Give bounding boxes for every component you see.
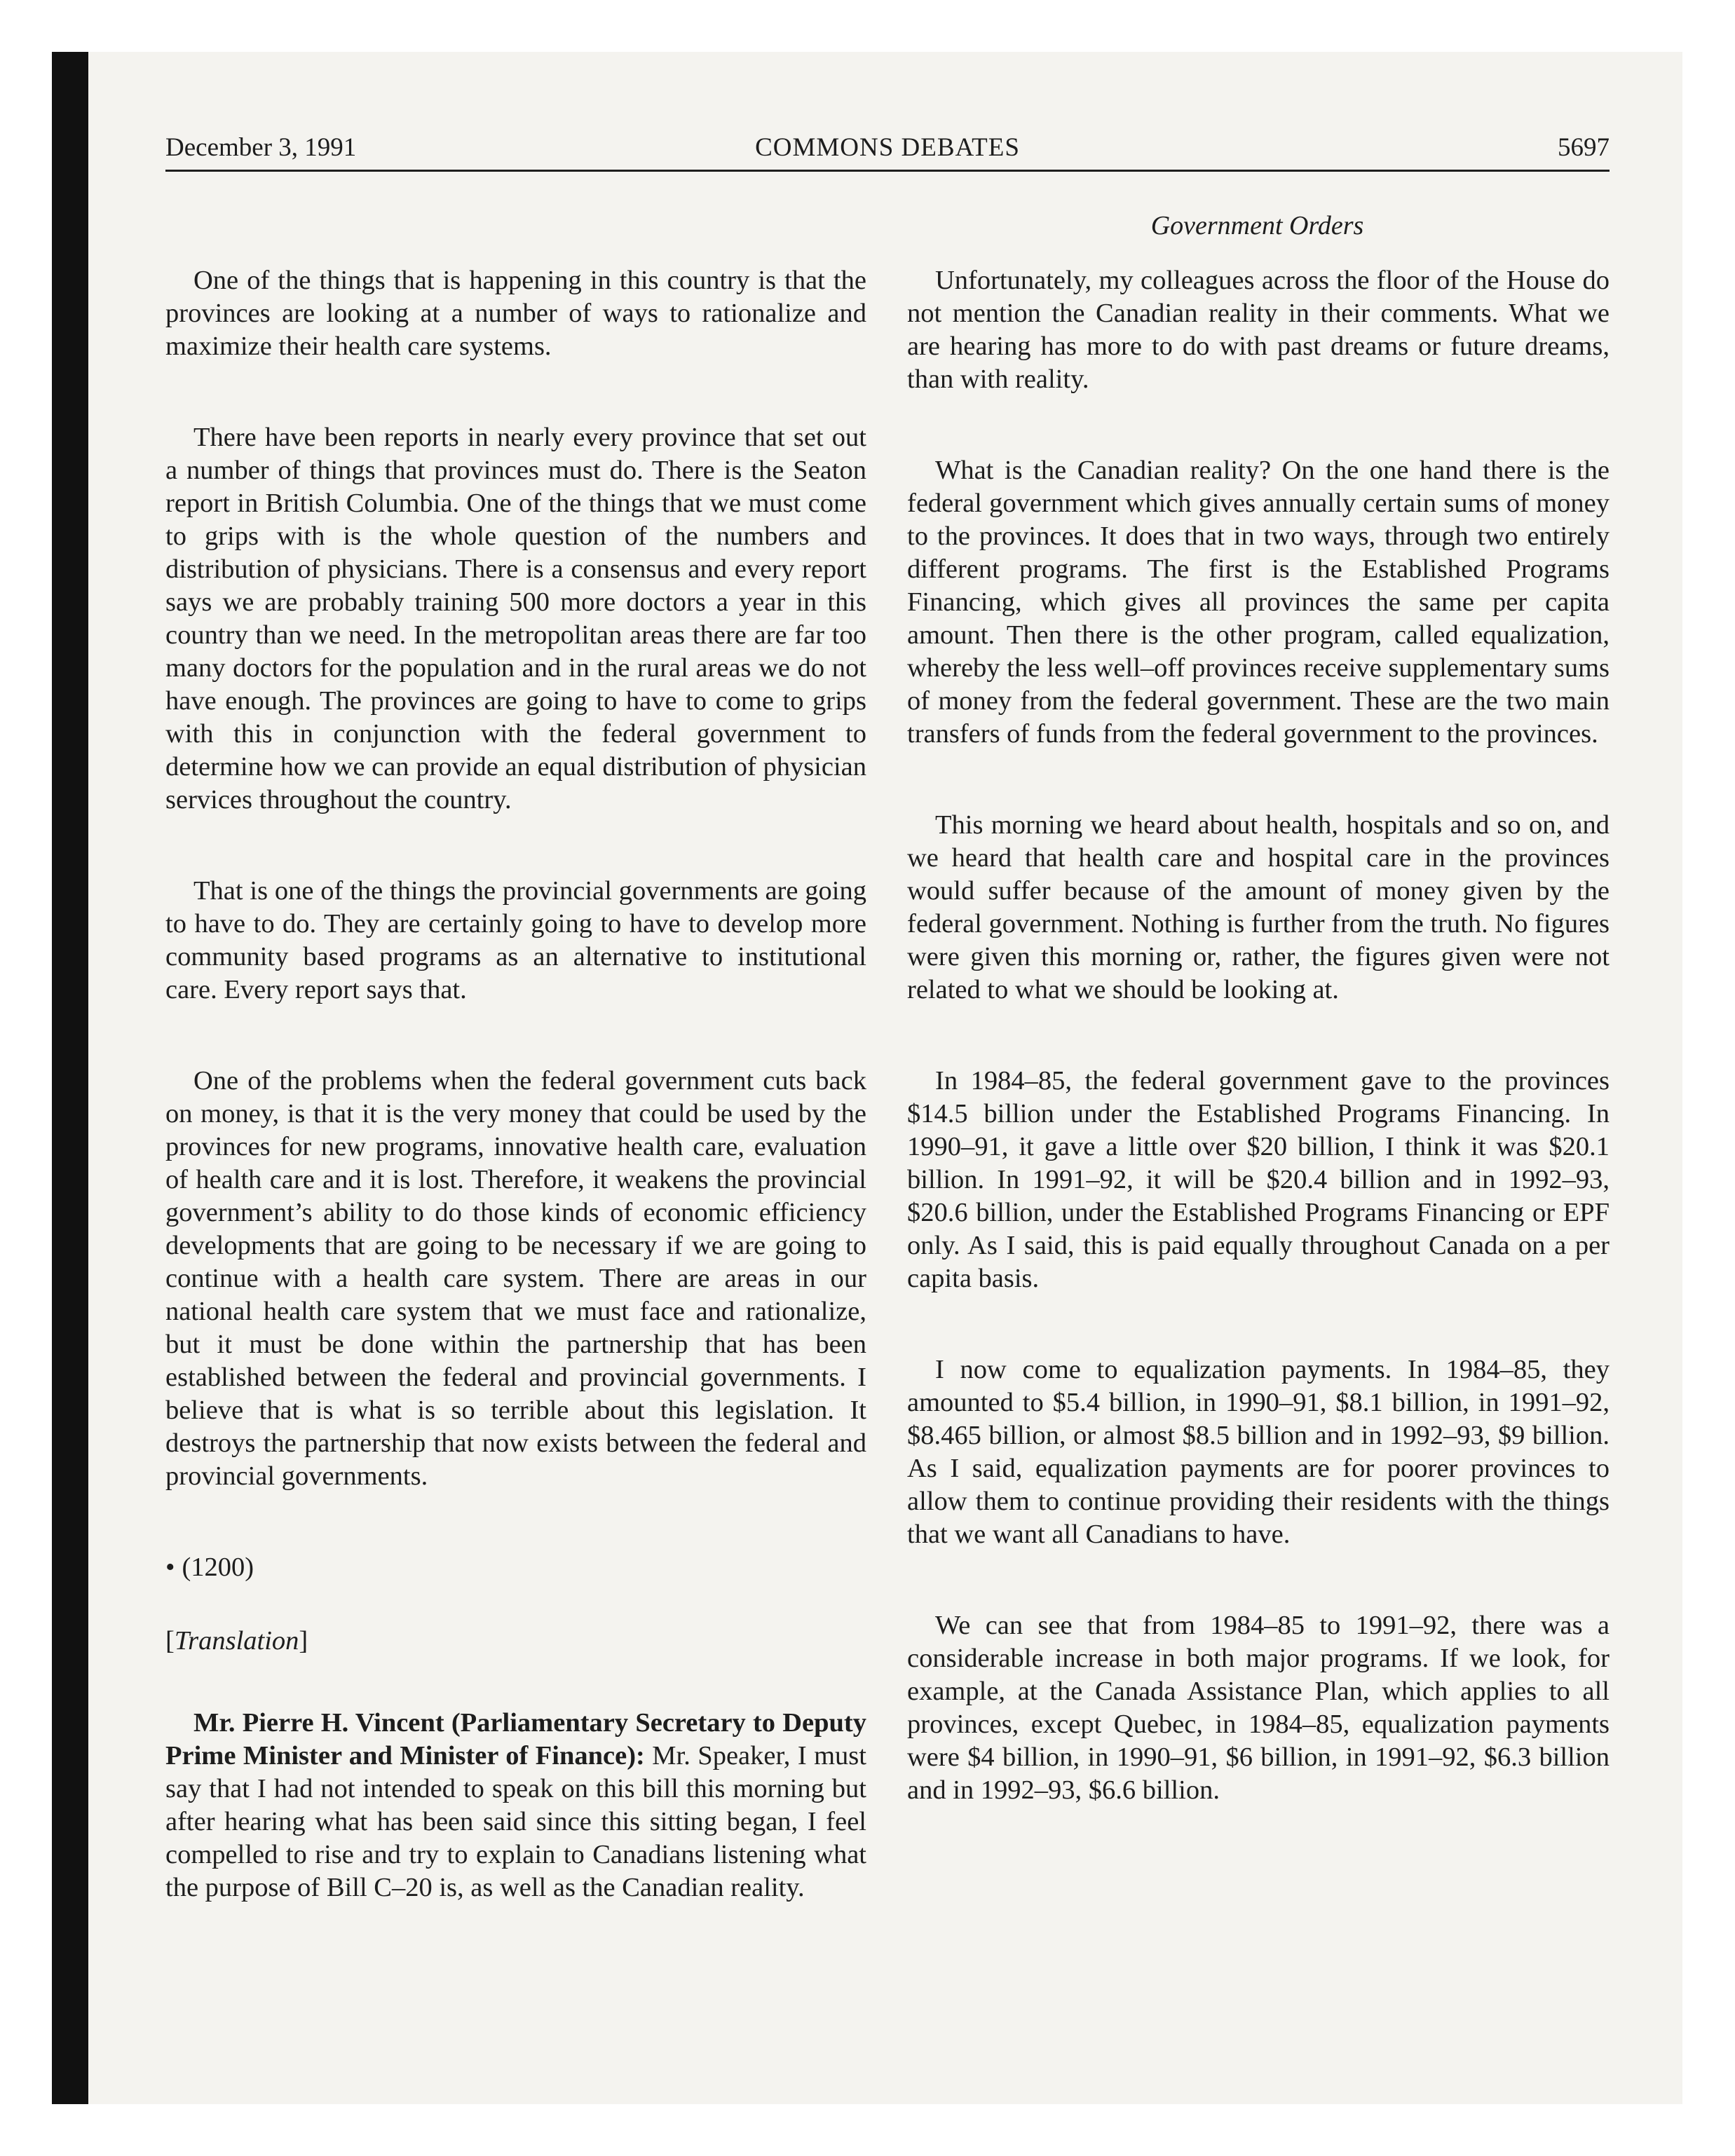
section-title: Government Orders: [1150, 211, 1364, 240]
left-column: [165, 264, 866, 1963]
document-page: [165, 126, 1610, 1902]
header-page-number: 5697: [1558, 133, 1610, 162]
bullet-icon: •: [165, 1553, 175, 1582]
paragraph: This morning we heard about health, hospitals and so on, and we heard that health care and hospital care in the provinces would suffer because of the amount of money given by the federal government. Nothing is further from the truth. No figures were given this morning or, rather, the figures given were not related to what we should be looking at.: [907, 810, 1610, 1004]
header-title: COMMONS DEBATES: [755, 133, 1020, 162]
speaker-name: Mr. Pierre H. Vincent (Parliamentary Secretary to Deputy Prime Minister and Minister of Finance):: [165, 1708, 866, 1770]
paragraph: In 1984–85, the federal government gave to the provinces $14.5 billion under the Established Programs Financing. In 1990–91, it gave a little over $20 billion, I think it was $20.1 billion. In 1991–92, it will be $20.4 billion and in 1992–93, $20.6 billion, under the Established Programs Financing or EPF only. As I said, this is paid equally throughout Canada on a per capita basis.: [907, 1066, 1610, 1293]
translation-word: Translation: [174, 1626, 299, 1656]
right-column: [907, 264, 1610, 1865]
bracket-close: ]: [299, 1626, 308, 1656]
speech-text: Mr. Speaker, I must say that I had not intended to speak on this bill this morning but after hearing what has been said since this sitting began, I feel compelled to rise and try to explain to Canadians listening what the purpose of Bill C–20 is, as well as the Canadian reality.: [165, 1741, 866, 1902]
paragraph: I now come to equalization payments. In 1984–85, they amounted to $5.4 billion, in 1990–91, $8.1 billion, in 1991–92, $8.465 billion, or almost $8.5 billion and in 1992–93, $9 billion. As I said, equalization payments are for poorer provinces to allow them to continue providing their residents with the things that we want all Canadians to have.: [907, 1355, 1610, 1549]
paragraph: That is one of the things the provincial governments are going to have to do. They are certainly going to have to develop more community based programs as an alternative to institutional care. Every report says that.: [165, 876, 866, 1004]
speech-paragraph: [165, 1707, 866, 1904]
time-marker: [165, 1551, 866, 1584]
paragraph: One of the problems when the federal government cuts back on money, is that it is the very money that could be used by the provinces for new programs, innovative health care, evaluation of health care and it is lost. Therefore, it weakens the provincial government’s ability to do those kinds of economic efficiency developments that are going to be necessary if we are going to continue with a health care system. There are areas in our national health care system that we must face and rationalize, but it must be done within the partnership that has been established between the federal and provincial governments. I believe that is what is so terrible about this legislation. It destroys the partnership that now exists between the federal and provincial governments.: [165, 1066, 866, 1491]
paragraph: There have been reports in nearly every province that set out a number of things that provinces must do. There is the Seaton report in British Columbia. One of the things that we must come to grips with is the whole question of the numbers and distribution of physicians. There is a consensus and every report says we are probably training 500 more doctors a year in this country than we need. In the metropolitan areas there are far too many doctors for the population and in the rural areas we do not have enough. The provinces are going to have to come to grips with this in conjunction with the federal government to determine how we can provide an equal distribution of physician services throughout the country.: [165, 423, 866, 814]
scan-binding-edge: [52, 52, 88, 2104]
paragraph: What is the Canadian reality? On the one hand there is the federal government which gives annually certain sums of money to the provinces. It does that in two ways, through two entirely different programs. The first is the Established Programs Financing, which gives all provinces the same per capita amount. Then there is the other program, called equalization, whereby the less well–off provinces receive supplementary sums of money from the federal government. These are the two main transfers of funds from the federal government to the provinces.: [907, 456, 1610, 749]
paragraph: We can see that from 1984–85 to 1991–92, there was a considerable increase in both major programs. If we look, for example, at the Canada Assistance Plan, which applies to all provinces, except Quebec, in 1984–85, equalization payments were $4 billion, in 1990–91, $6 billion, in 1991–92, $6.3 billion and in 1992–93, $6.6 billion.: [907, 1611, 1610, 1805]
paragraph: Unfortunately, my colleagues across the floor of the House do not mention the Canadian reality in their comments. What we are hearing has more to do with past dreams or future dreams, than with reality.: [907, 266, 1610, 394]
header-date: December 3, 1991: [165, 133, 357, 162]
time-marker-text: (1200): [182, 1553, 254, 1582]
translation-label: [165, 1625, 866, 1658]
paragraph: One of the things that is happening in this country is that the provinces are looking at a number of ways to rationalize and maximize their health care systems.: [165, 266, 866, 361]
page-header: [165, 126, 1610, 172]
bracket-open: [: [165, 1626, 175, 1656]
